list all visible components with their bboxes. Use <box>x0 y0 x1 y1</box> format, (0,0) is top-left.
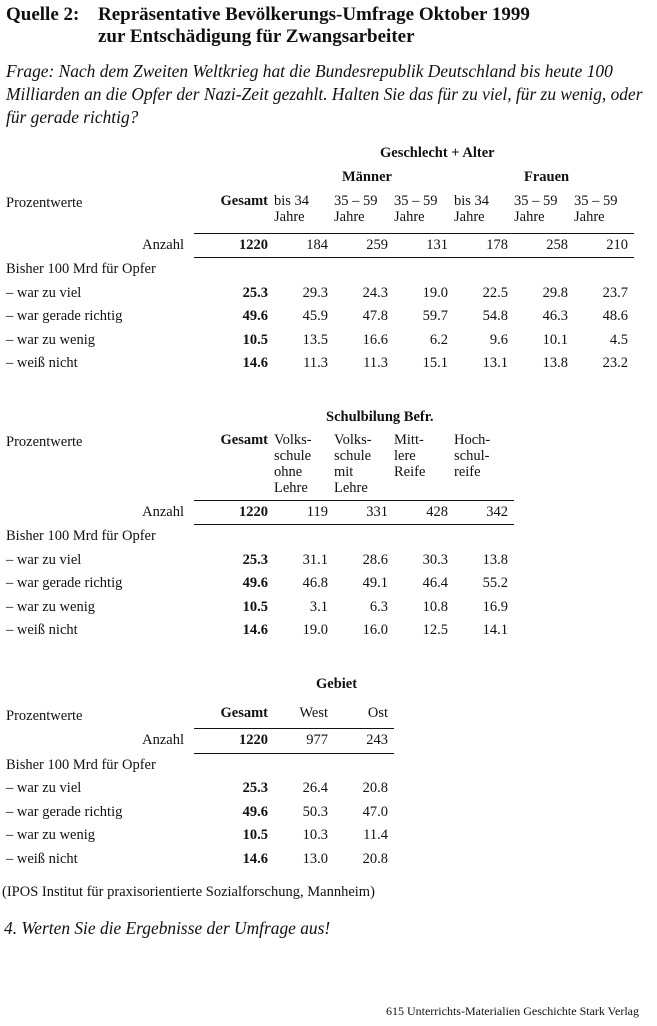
cell: 331 <box>334 500 394 525</box>
cell: 119 <box>274 500 334 525</box>
cell: 258 <box>514 233 574 258</box>
table2-col-gesamt: Gesamt <box>220 432 268 448</box>
cell: 243 <box>334 729 394 754</box>
table3-col-west: West <box>299 705 328 721</box>
cell: 26.4 <box>302 780 328 797</box>
cell: 19.0 <box>422 284 448 301</box>
table2 <box>6 432 514 643</box>
cell: 977 <box>274 729 334 754</box>
source-credit: (IPOS Institut für praxisorientierte Sozialforschung, Mannheim) <box>2 884 375 900</box>
table-row <box>6 352 634 376</box>
table2-col-header: Volks- schule mit Lehre <box>334 432 372 496</box>
row-label: – war zu wenig <box>6 827 95 844</box>
table-row <box>6 282 634 306</box>
table1-col-header: 35 – 59 Jahre <box>334 193 378 225</box>
row-label: – war zu viel <box>6 551 82 568</box>
cell: 24.3 <box>362 284 388 301</box>
task-instruction: 4. Werten Sie die Ergebnisse der Umfrage aus! <box>4 918 331 938</box>
cell: 48.6 <box>602 308 628 325</box>
table1-col-header: 35 – 59 Jahre <box>574 193 618 225</box>
cell: 54.8 <box>482 308 508 325</box>
cell: 11.4 <box>363 827 388 844</box>
table-row <box>6 329 634 353</box>
cell: 23.7 <box>602 284 628 301</box>
table1-col-header: 35 – 59 Jahre <box>394 193 438 225</box>
cell: 259 <box>334 233 394 258</box>
cell: 12.5 <box>422 622 448 639</box>
cell: 46.8 <box>302 575 328 592</box>
table1 <box>6 193 634 376</box>
cell: 342 <box>454 500 514 525</box>
cell: 9.6 <box>489 331 508 348</box>
table-row <box>6 572 514 596</box>
cell: 20.8 <box>362 850 388 867</box>
cell: 49.1 <box>362 575 388 592</box>
cell: 11.3 <box>303 355 328 372</box>
table2-col-header: Volks- schule ohne Lehre <box>274 432 312 496</box>
cell: 3.1 <box>309 598 328 615</box>
cell: 29.8 <box>542 284 568 301</box>
table1-col-header: bis 34 Jahre <box>454 193 490 225</box>
table-row <box>6 549 514 573</box>
cell: 178 <box>454 233 514 258</box>
anzahl-label: Anzahl <box>142 236 184 253</box>
cell: 13.5 <box>302 331 328 348</box>
table1-subgroup-women: Frauen <box>524 169 570 185</box>
table2-section-row <box>6 525 514 549</box>
table1-col-header: 35 – 59 Jahre <box>514 193 558 225</box>
cell: 11.3 <box>363 355 388 372</box>
table-row <box>6 777 394 801</box>
cell: 22.5 <box>482 284 508 301</box>
cell: 25.3 <box>242 284 268 301</box>
section-label: Bisher 100 Mrd für Opfer <box>6 756 156 773</box>
cell: 1220 <box>194 500 274 525</box>
cell: 25.3 <box>242 780 268 797</box>
table-row <box>6 305 634 329</box>
cell: 47.0 <box>362 803 388 820</box>
cell: 14.1 <box>482 622 508 639</box>
cell: 14.6 <box>242 622 268 639</box>
table2-group-title: Schulbilung Befr. <box>326 409 434 425</box>
table-row <box>6 824 394 848</box>
table1-col-gesamt: Gesamt <box>220 193 268 209</box>
cell: 1220 <box>194 233 274 258</box>
row-label: – war gerade richtig <box>6 575 123 592</box>
table-row <box>6 619 514 643</box>
source-label: Quelle 2: <box>6 4 80 25</box>
row-label: – weiß nicht <box>6 850 78 867</box>
cell: 49.6 <box>242 308 268 325</box>
row-label: – war zu viel <box>6 780 82 797</box>
table2-header-row <box>6 432 514 500</box>
cell: 13.8 <box>542 355 568 372</box>
anzahl-label: Anzahl <box>142 732 184 749</box>
row-label: – weiß nicht <box>6 622 78 639</box>
table1-subgroup-men: Männer <box>342 169 392 185</box>
section-label: Bisher 100 Mrd für Opfer <box>6 528 156 545</box>
anzahl-label: Anzahl <box>142 503 184 520</box>
table-row <box>6 801 394 825</box>
table3-group-title: Gebiet <box>316 676 358 692</box>
cell: 6.3 <box>369 598 388 615</box>
cell: 10.8 <box>422 598 448 615</box>
table1-header-row <box>6 193 634 233</box>
cell: 131 <box>394 233 454 258</box>
row-label: – war gerade richtig <box>6 803 123 820</box>
cell: 29.3 <box>302 284 328 301</box>
cell: 55.2 <box>482 575 508 592</box>
cell: 184 <box>274 233 334 258</box>
cell: 13.1 <box>482 355 508 372</box>
section-label: Bisher 100 Mrd für Opfer <box>6 261 156 278</box>
table2-col-header: Mitt- lere Reife <box>394 432 426 480</box>
survey-question: Frage: Nach dem Zweiten Weltkrieg hat die Bundesrepublik Deutschland bis heute 100 Milliarden an die Opfer der Nazi-Zeit gezahlt. Halten Sie das für zu viel, für zu wenig, oder für gerade richtig? <box>6 61 643 127</box>
table1-group-title: Geschlecht + Alter <box>380 145 495 161</box>
cell: 14.6 <box>242 850 268 867</box>
table2-col-header: Hoch- schul- reife <box>454 432 491 480</box>
document-title-line1: Repräsentative Bevölkerungs-Umfrage Oktober 1999 <box>98 4 530 25</box>
cell: 49.6 <box>242 575 268 592</box>
table2-anzahl-row <box>6 500 514 525</box>
cell: 15.1 <box>422 355 448 372</box>
table2-rowhead: Prozentwerte <box>6 434 83 450</box>
cell: 16.6 <box>362 331 388 348</box>
table1-section-row <box>6 258 634 282</box>
row-label: – war zu wenig <box>6 598 95 615</box>
cell: 10.5 <box>242 598 268 615</box>
table-row <box>6 596 514 620</box>
cell: 59.7 <box>422 308 448 325</box>
cell: 6.2 <box>429 331 448 348</box>
table3-rowhead: Prozentwerte <box>6 708 83 725</box>
cell: 31.1 <box>302 551 328 568</box>
cell: 20.8 <box>362 780 388 797</box>
row-label: – war zu viel <box>6 284 82 301</box>
row-label: – war gerade richtig <box>6 308 123 325</box>
cell: 13.0 <box>302 850 328 867</box>
cell: 19.0 <box>302 622 328 639</box>
table1-rowhead: Prozentwerte <box>6 195 83 211</box>
cell: 16.9 <box>482 598 508 615</box>
cell: 46.3 <box>542 308 568 325</box>
table3-col-gesamt: Gesamt <box>220 705 268 721</box>
cell: 45.9 <box>302 308 328 325</box>
cell: 50.3 <box>302 803 328 820</box>
cell: 14.6 <box>242 355 268 372</box>
row-label: – weiß nicht <box>6 355 78 372</box>
row-label: – war zu wenig <box>6 331 95 348</box>
cell: 10.5 <box>242 331 268 348</box>
cell: 210 <box>574 233 634 258</box>
cell: 4.5 <box>609 331 628 348</box>
cell: 47.8 <box>362 308 388 325</box>
cell: 30.3 <box>422 551 448 568</box>
table3-header-row <box>6 699 394 729</box>
table3 <box>6 699 394 871</box>
cell: 10.5 <box>242 827 268 844</box>
table3-anzahl-row <box>6 729 394 754</box>
document-title-line2: zur Entschädigung für Zwangsarbeiter <box>98 26 415 47</box>
cell: 10.1 <box>542 331 568 348</box>
cell: 13.8 <box>482 551 508 568</box>
cell: 46.4 <box>422 575 448 592</box>
cell: 428 <box>394 500 454 525</box>
table3-col-ost: Ost <box>367 705 388 721</box>
cell: 28.6 <box>362 551 388 568</box>
table3-section-row <box>6 753 394 777</box>
page-footer: 615 Unterrichts-Materialien Geschichte Stark Verlag <box>385 1004 639 1018</box>
cell: 25.3 <box>242 551 268 568</box>
cell: 1220 <box>194 729 274 754</box>
cell: 49.6 <box>242 803 268 820</box>
cell: 10.3 <box>302 827 328 844</box>
cell: 16.0 <box>362 622 388 639</box>
cell: 23.2 <box>602 355 628 372</box>
table1-anzahl-row <box>6 233 634 258</box>
table1-col-header: bis 34 Jahre <box>274 193 310 225</box>
table-row <box>6 848 394 872</box>
